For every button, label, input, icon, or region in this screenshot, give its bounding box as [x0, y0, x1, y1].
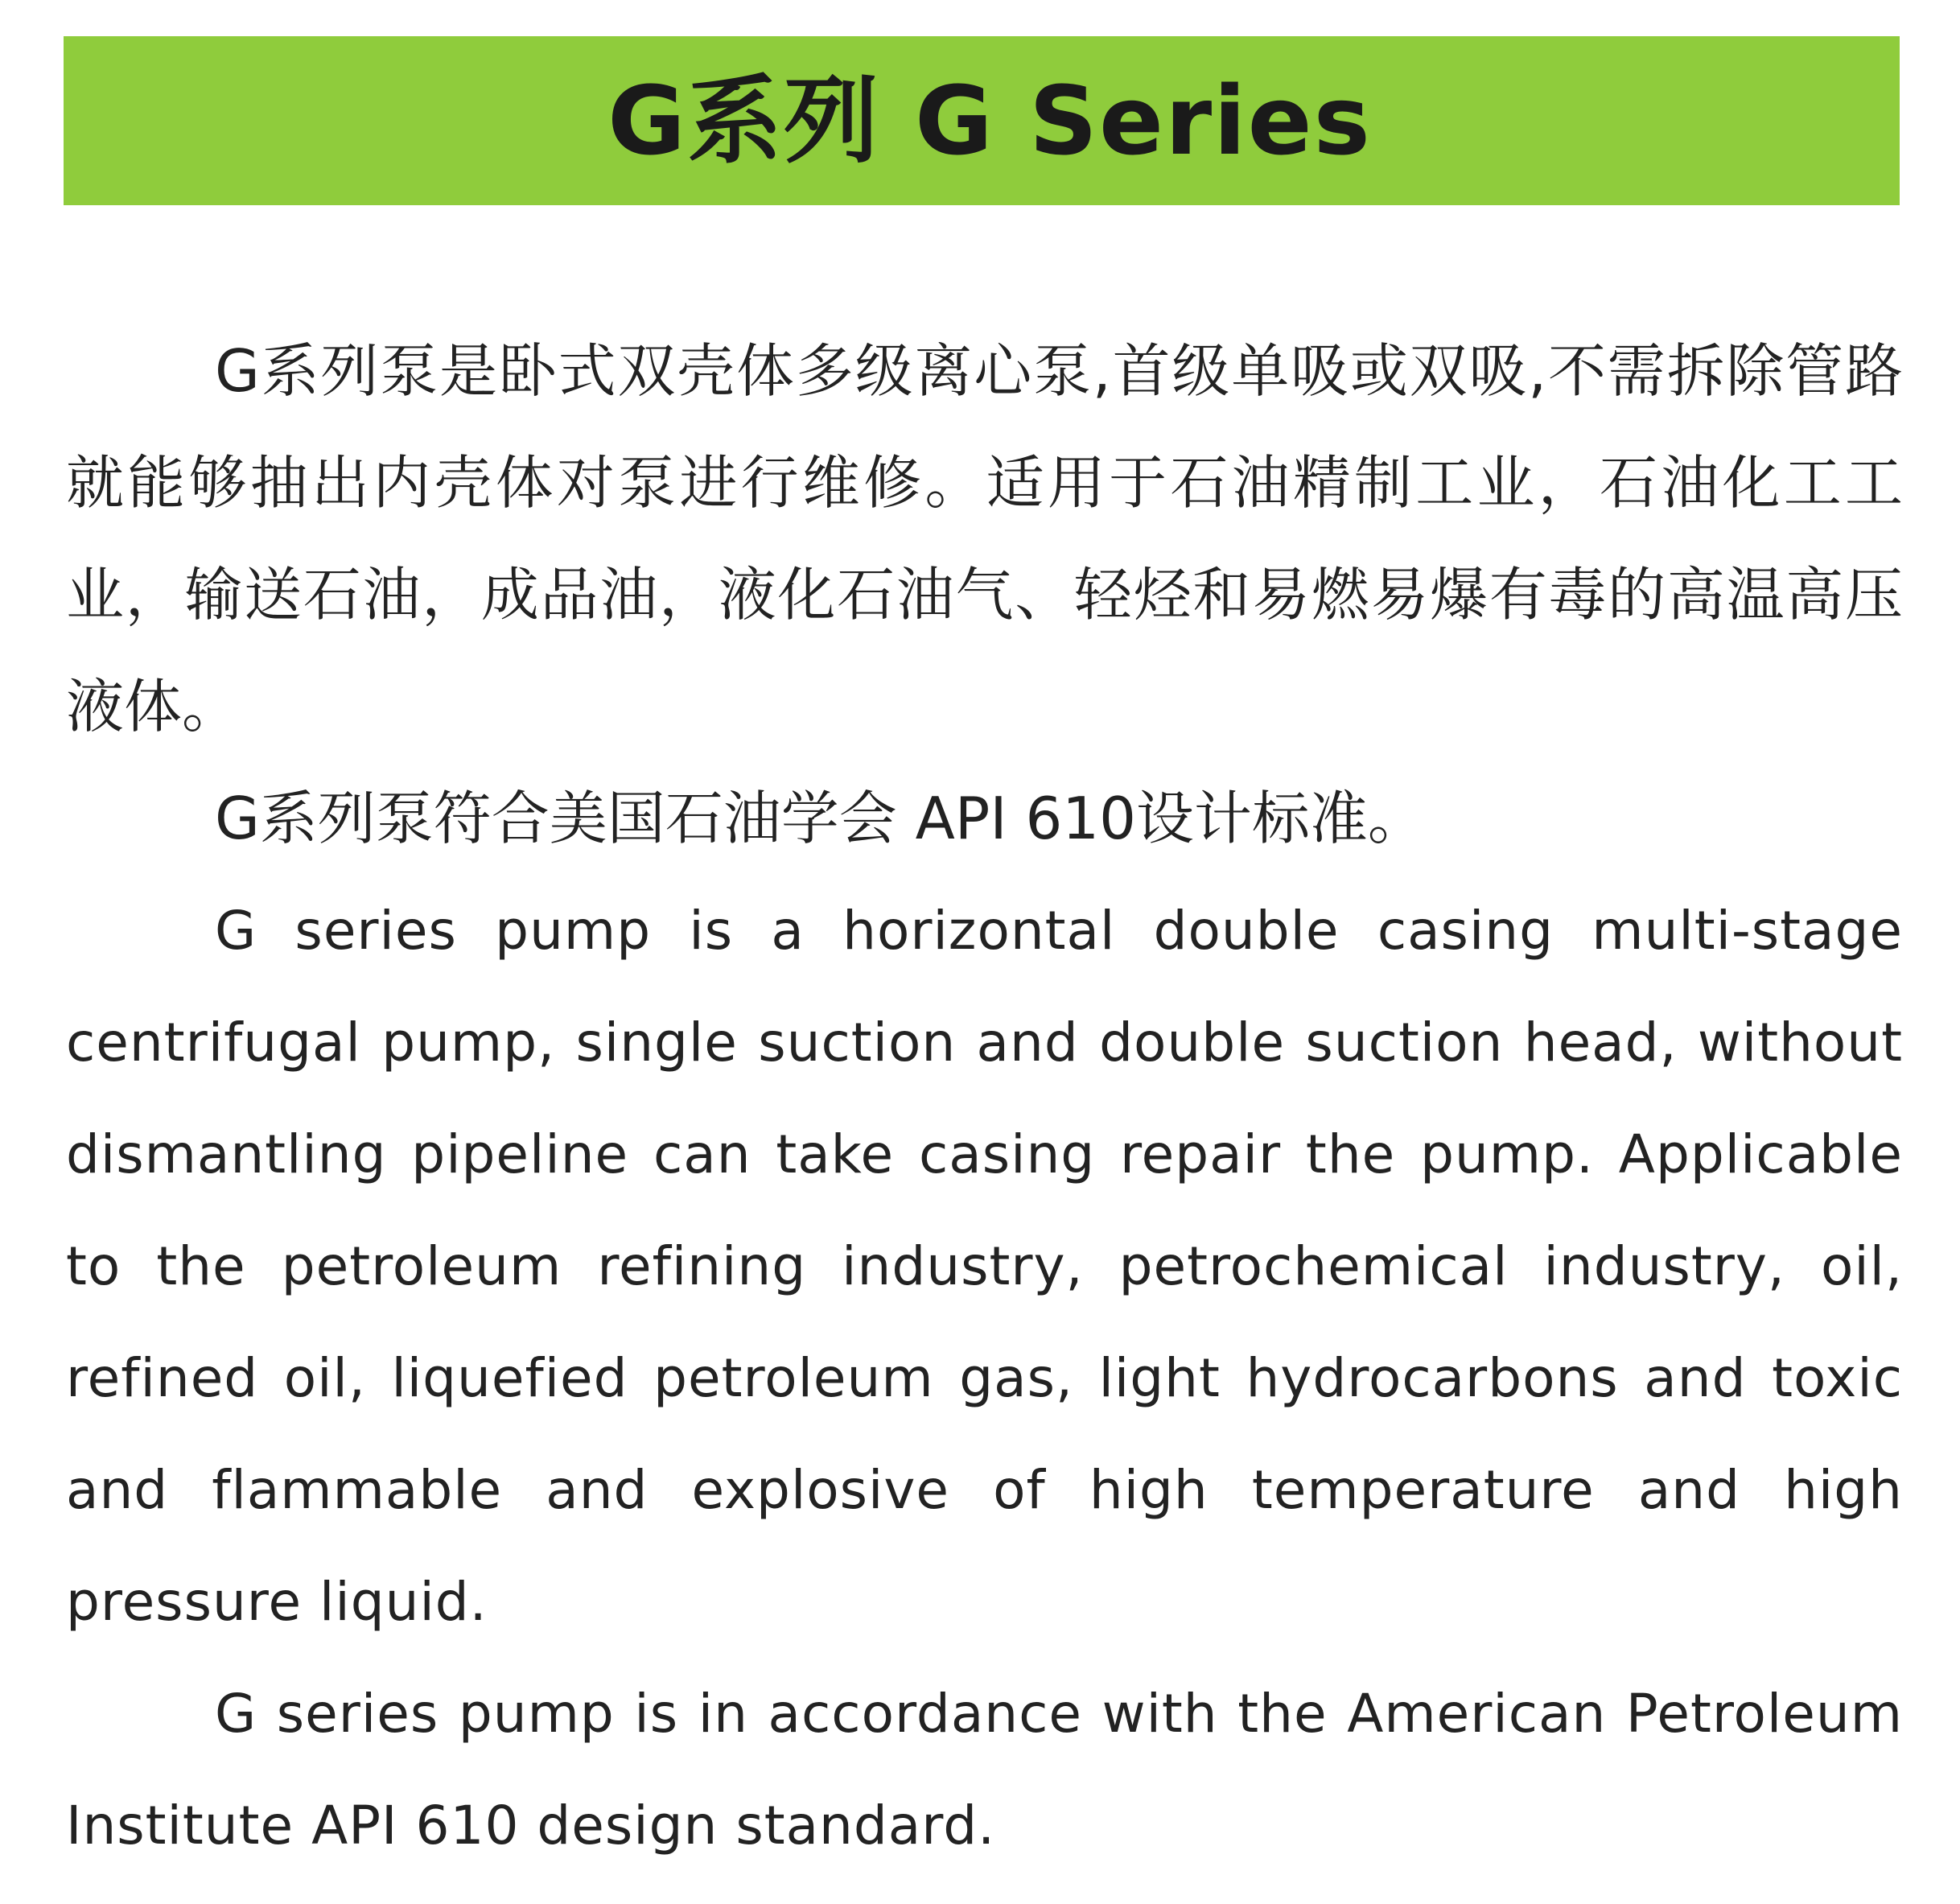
paragraph-en-description: G series pump is a horizontal double casing multi-stage centrifugal pump, single suction and double suction head, without dismantling pipeline can take casing repair the pump. Applicable to the petroleum refining industry, petrochemical industry, oil, refined oil, liquefied petroleum gas, light hydrocarbons and toxic and flammable and explosive of high temperature and high pressure liquid.: [66, 900, 1903, 1633]
document-body: [66, 315, 1903, 1881]
paragraph-zh-description: G系列泵是卧式双壳体多级离心泵,首级单吸或双吸,不需拆除管路就能够抽出内壳体对泵进行维修。适用于石油精制工业，石油化工工业，输送石油，成品油，液化石油气、轻烃和易燃易爆有毒的高温高压液体。: [66, 337, 1903, 740]
page-title: G系列 G Series: [607, 65, 1372, 176]
paragraph-en-standard: G series pump is in accordance with the American Petroleum Institute API 610 design standard.: [66, 1683, 1903, 1857]
paragraph-zh-standard: G系列泵符合美国石油学会 API 610设计标准。: [215, 785, 1426, 852]
header-banner: [64, 36, 1900, 205]
